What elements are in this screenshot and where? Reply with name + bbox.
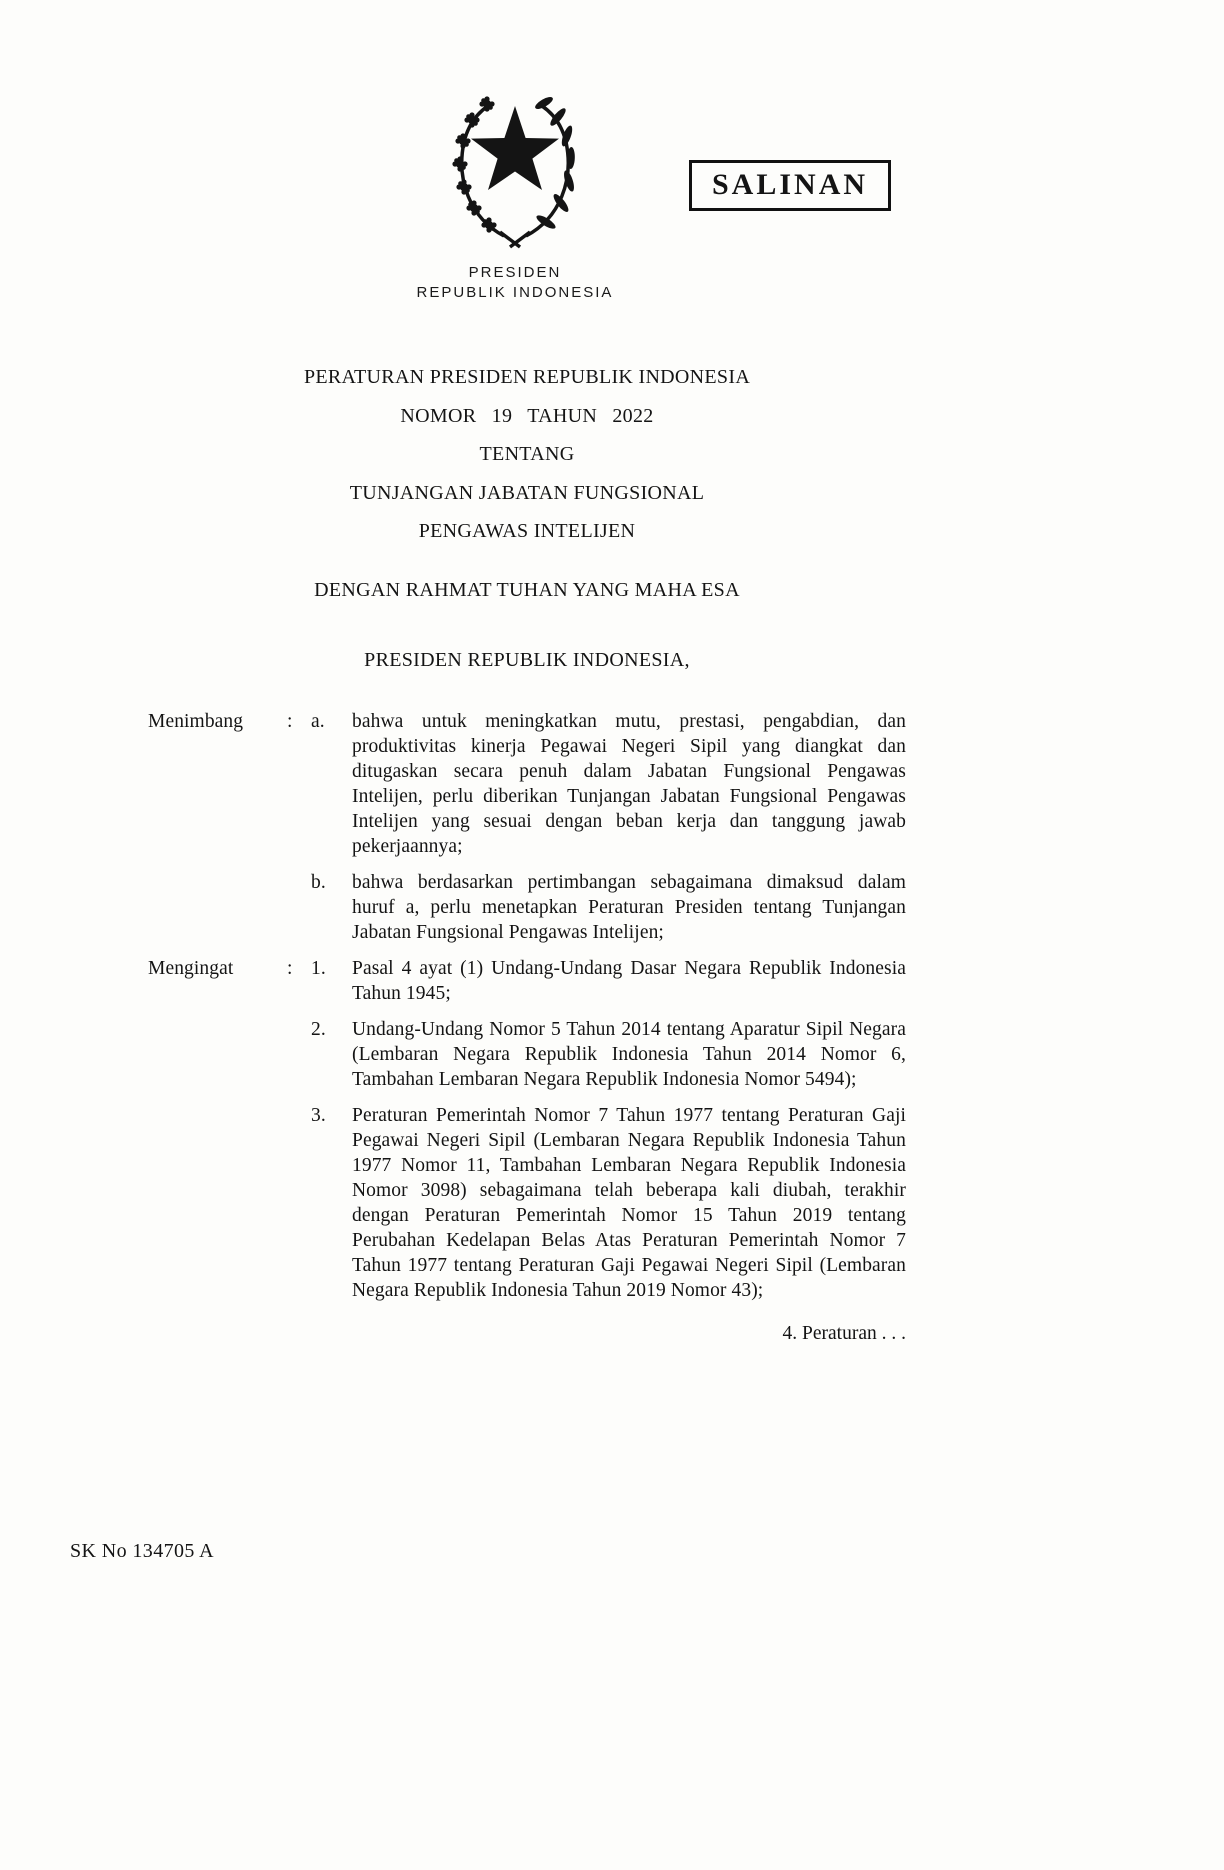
spacer-cell <box>287 1017 311 1092</box>
legal-basis-2-marker: 2. <box>311 1018 326 1040</box>
invocation-line: DENGAN RAHMAT TUHAN YANG MAHA ESA <box>314 578 740 601</box>
authority-line: PRESIDEN REPUBLIK INDONESIA, <box>364 648 690 671</box>
legal-basis-3-marker: 3. <box>311 1104 326 1126</box>
document-header <box>0 0 1224 358</box>
title-line-1: PERATURAN PRESIDEN REPUBLIK INDONESIA <box>303 366 751 388</box>
letterhead-block <box>392 84 638 303</box>
title-line-3: TENTANG <box>479 443 575 465</box>
spacer-cell <box>287 1103 311 1303</box>
spacer-cell <box>148 1017 287 1092</box>
letterhead-line-presiden: PRESIDEN <box>468 264 562 281</box>
letterhead-line-republik: REPUBLIK INDONESIA <box>416 284 614 301</box>
spacer-cell <box>148 870 287 945</box>
title-line-2-number: NOMOR 19 TAHUN 2022 <box>400 404 654 427</box>
consideration-a-text: bahwa untuk meningkatkan mutu, prestasi, pengabdian, dan produktivitas kinerja Pegawai Negeri Sipil yang diangkat dan ditugaskan secara penuh dalam Jabatan Fungsional Pengawas Intelijen, perlu diberikan Tunjangan Jabatan Fungsional Pengawas Intelijen yang sesuai dengan beban kerja dan tanggung jawab pekerjaannya; <box>352 710 906 857</box>
preamble-body <box>148 709 906 1303</box>
considerations-colon: : <box>287 710 293 732</box>
considerations-label: Menimbang <box>148 710 244 732</box>
legal-basis-colon: : <box>287 957 293 979</box>
consideration-a-marker: a. <box>311 710 325 732</box>
legal-basis-label: Mengingat <box>148 957 234 979</box>
title-line-5: PENGAWAS INTELIJEN <box>418 520 636 542</box>
consideration-b-text: bahwa berdasarkan pertimbangan sebagaimana dimaksud dalam huruf a, perlu menetapkan Peraturan Presiden tentang Tunjangan Jabatan Fungsional Pengawas Intelijen; <box>352 871 906 943</box>
letterhead-text <box>392 263 638 303</box>
spacer-cell <box>148 1103 287 1303</box>
legal-basis-2-text: Undang-Undang Nomor 5 Tahun 2014 tentang Aparatur Sipil Negara (Lembaran Negara Republik Indonesia Tahun 2014 Nomor 6, Tambahan Lembaran Negara Republik Indonesia Nomor 5494); <box>352 1018 906 1090</box>
legal-basis-3-text: Peraturan Pemerintah Nomor 7 Tahun 1977 tentang Peraturan Gaji Pegawai Negeri Sipil (Lembaran Negara Republik Indonesia Tahun 1977 Nomor 11, Tambahan Lembaran Negara Republik Indonesia Nomor 3098) sebagaimana telah beberapa kali diubah, terakhir dengan Peraturan Pemerintah Nomor 15 Tahun 2019 tentang Perubahan Kedelapan Belas Atas Peraturan Pemerintah Nomor 7 Tahun 1977 tentang Peraturan Gaji Pegawai Negeri Sipil (Lembaran Negara Republik Indonesia Tahun 2019 Nomor 43); <box>352 1104 906 1301</box>
salinan-stamp-label: SALINAN <box>712 168 869 201</box>
consideration-b-marker: b. <box>311 871 326 893</box>
regulation-title <box>148 358 906 551</box>
spacer-cell <box>287 870 311 945</box>
legal-basis-1-text: Pasal 4 ayat (1) Undang-Undang Dasar Negara Republik Indonesia Tahun 1945; <box>352 957 906 1004</box>
title-line-4: TUNJANGAN JABATAN FUNGSIONAL <box>349 481 705 504</box>
presidential-star-wreath-emblem <box>440 84 590 259</box>
document-control-number: SK No 134705 A <box>70 1540 214 1562</box>
legal-basis-1-marker: 1. <box>311 957 326 979</box>
catchword-next-page: 4. Peraturan . . . <box>782 1322 906 1344</box>
salinan-stamp <box>689 160 891 211</box>
